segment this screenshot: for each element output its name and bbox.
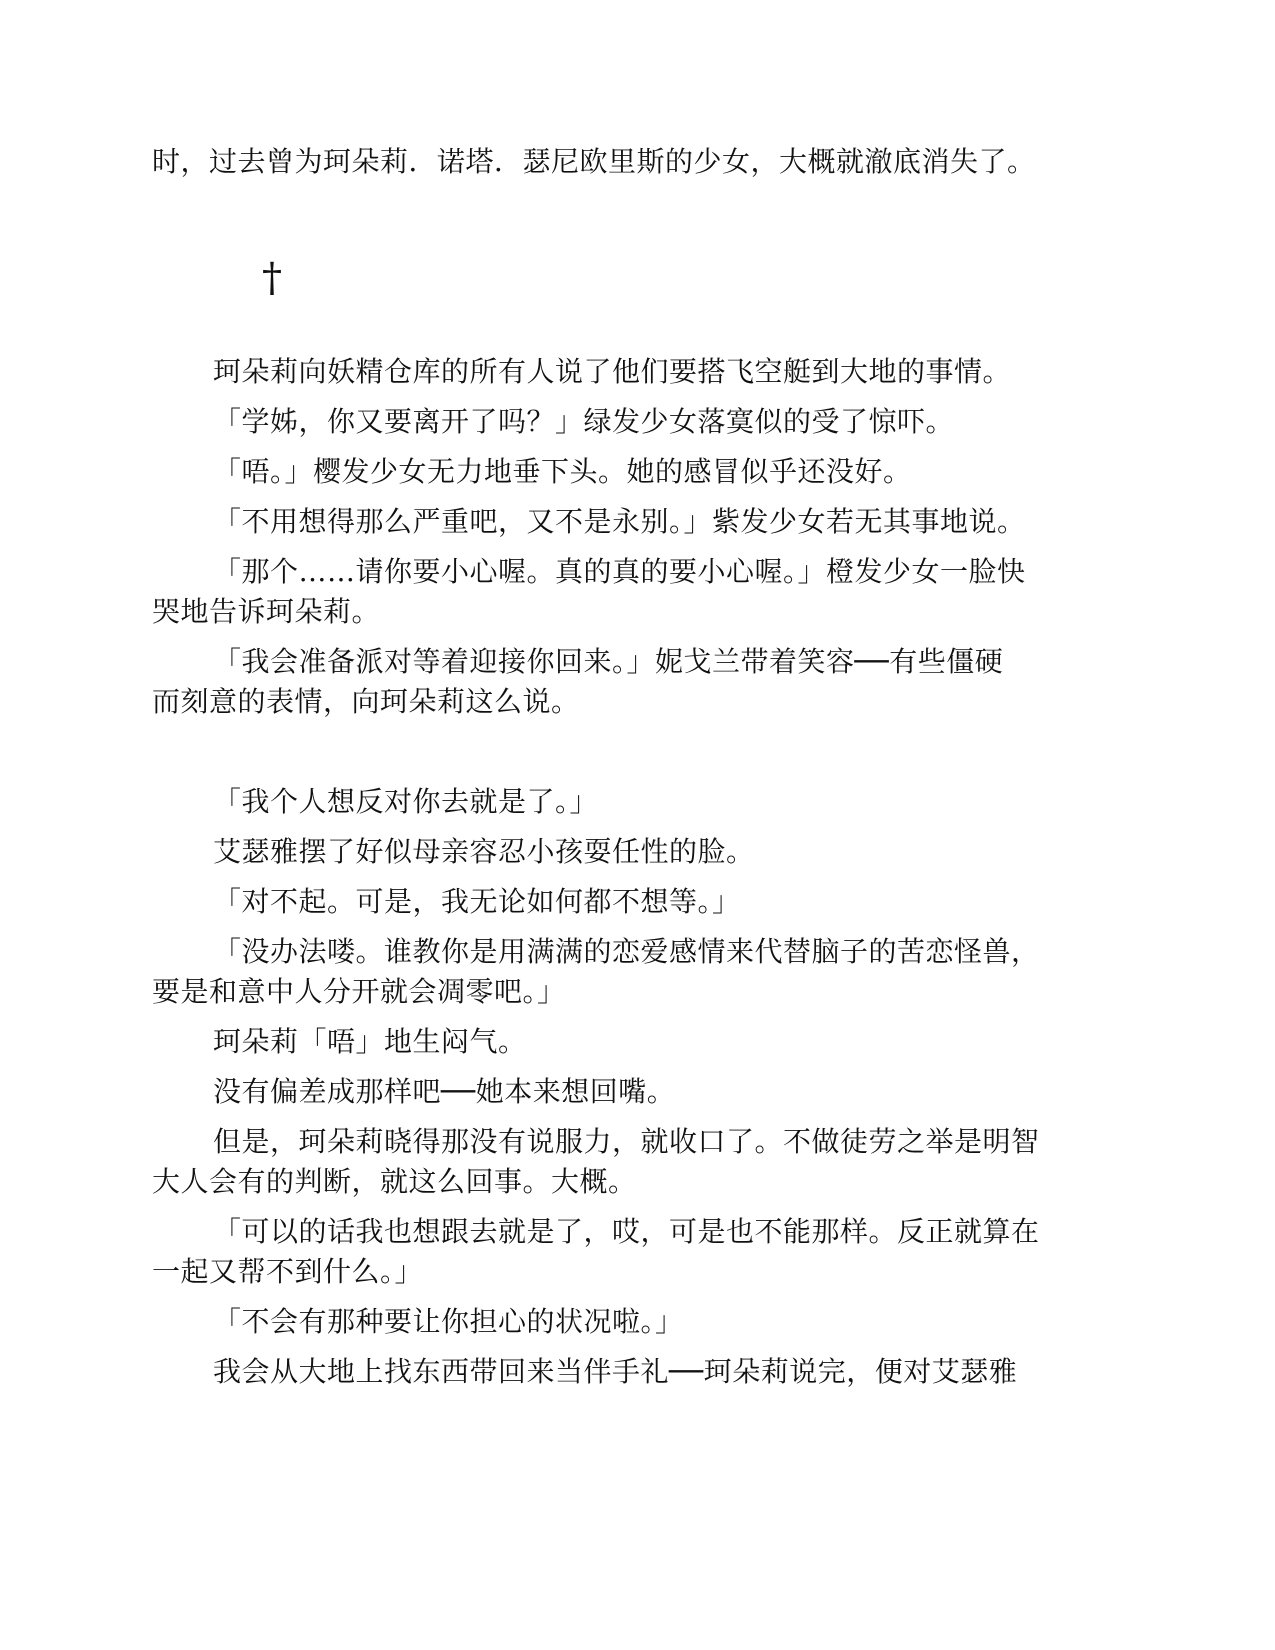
text-line: 但是，珂朵莉晓得那没有说服力，就收口了。不做徒劳之举是明智 bbox=[213, 1125, 1040, 1158]
text-line: 「可以的话我也想跟去就是了，哎，可是也不能那样。反正就算在 bbox=[213, 1215, 1040, 1248]
text-line: 「我会准备派对等着迎接你回来。」妮戈兰带着笑容──有些僵硬 bbox=[213, 645, 1004, 678]
text-line: 「学姊，你又要离开了吗？」绿发少女落寞似的受了惊吓。 bbox=[213, 405, 955, 438]
text-line: 要是和意中人分开就会凋零吧。」 bbox=[152, 975, 566, 1008]
text-line: 我会从大地上找东西带回来当伴手礼──珂朵莉说完，便对艾瑟雅 bbox=[213, 1355, 1018, 1388]
text-line: 「不会有那种要让你担心的状况啦。」 bbox=[213, 1305, 684, 1338]
text-line: 大人会有的判断，就这么回事。大概。 bbox=[152, 1165, 637, 1198]
text-line: 「对不起。可是，我无论如何都不想等。」 bbox=[213, 885, 741, 918]
text-line: 「不用想得那么严重吧，又不是永别。」紫发少女若无其事地说。 bbox=[213, 505, 1026, 538]
text-line: 没有偏差成那样吧──她本来想回嘴。 bbox=[213, 1075, 676, 1108]
text-line: 哭地告诉珂朵莉。 bbox=[152, 595, 381, 628]
text-line: 艾瑟雅摆了好似母亲容忍小孩耍任性的脸。 bbox=[213, 835, 755, 868]
text-line: 一起又帮不到什么。」 bbox=[152, 1255, 424, 1288]
text-line: 「唔。」樱发少女无力地垂下头。她的感冒似乎还没好。 bbox=[213, 455, 912, 488]
text-line: 珂朵莉向妖精仓库的所有人说了他们要搭飞空艇到大地的事情。 bbox=[213, 355, 1012, 388]
text-line: 时，过去曾为珂朵莉．诺塔．瑟尼欧里斯的少女，大概就澈底消失了。 bbox=[152, 145, 1036, 178]
section-break-dagger: † bbox=[262, 255, 282, 301]
text-line: 「那个……请你要小心喔。真的真的要小心喔。」橙发少女一脸快 bbox=[213, 555, 1026, 588]
text-line: 「我个人想反对你去就是了。」 bbox=[213, 785, 599, 818]
text-line: 而刻意的表情，向珂朵莉这么说。 bbox=[152, 685, 580, 718]
text-line: 「没办法喽。谁教你是用满满的恋爱感情来代替脑子的苦恋怪兽， bbox=[213, 935, 1040, 968]
text-line: 珂朵莉「唔」地生闷气。 bbox=[213, 1025, 527, 1058]
